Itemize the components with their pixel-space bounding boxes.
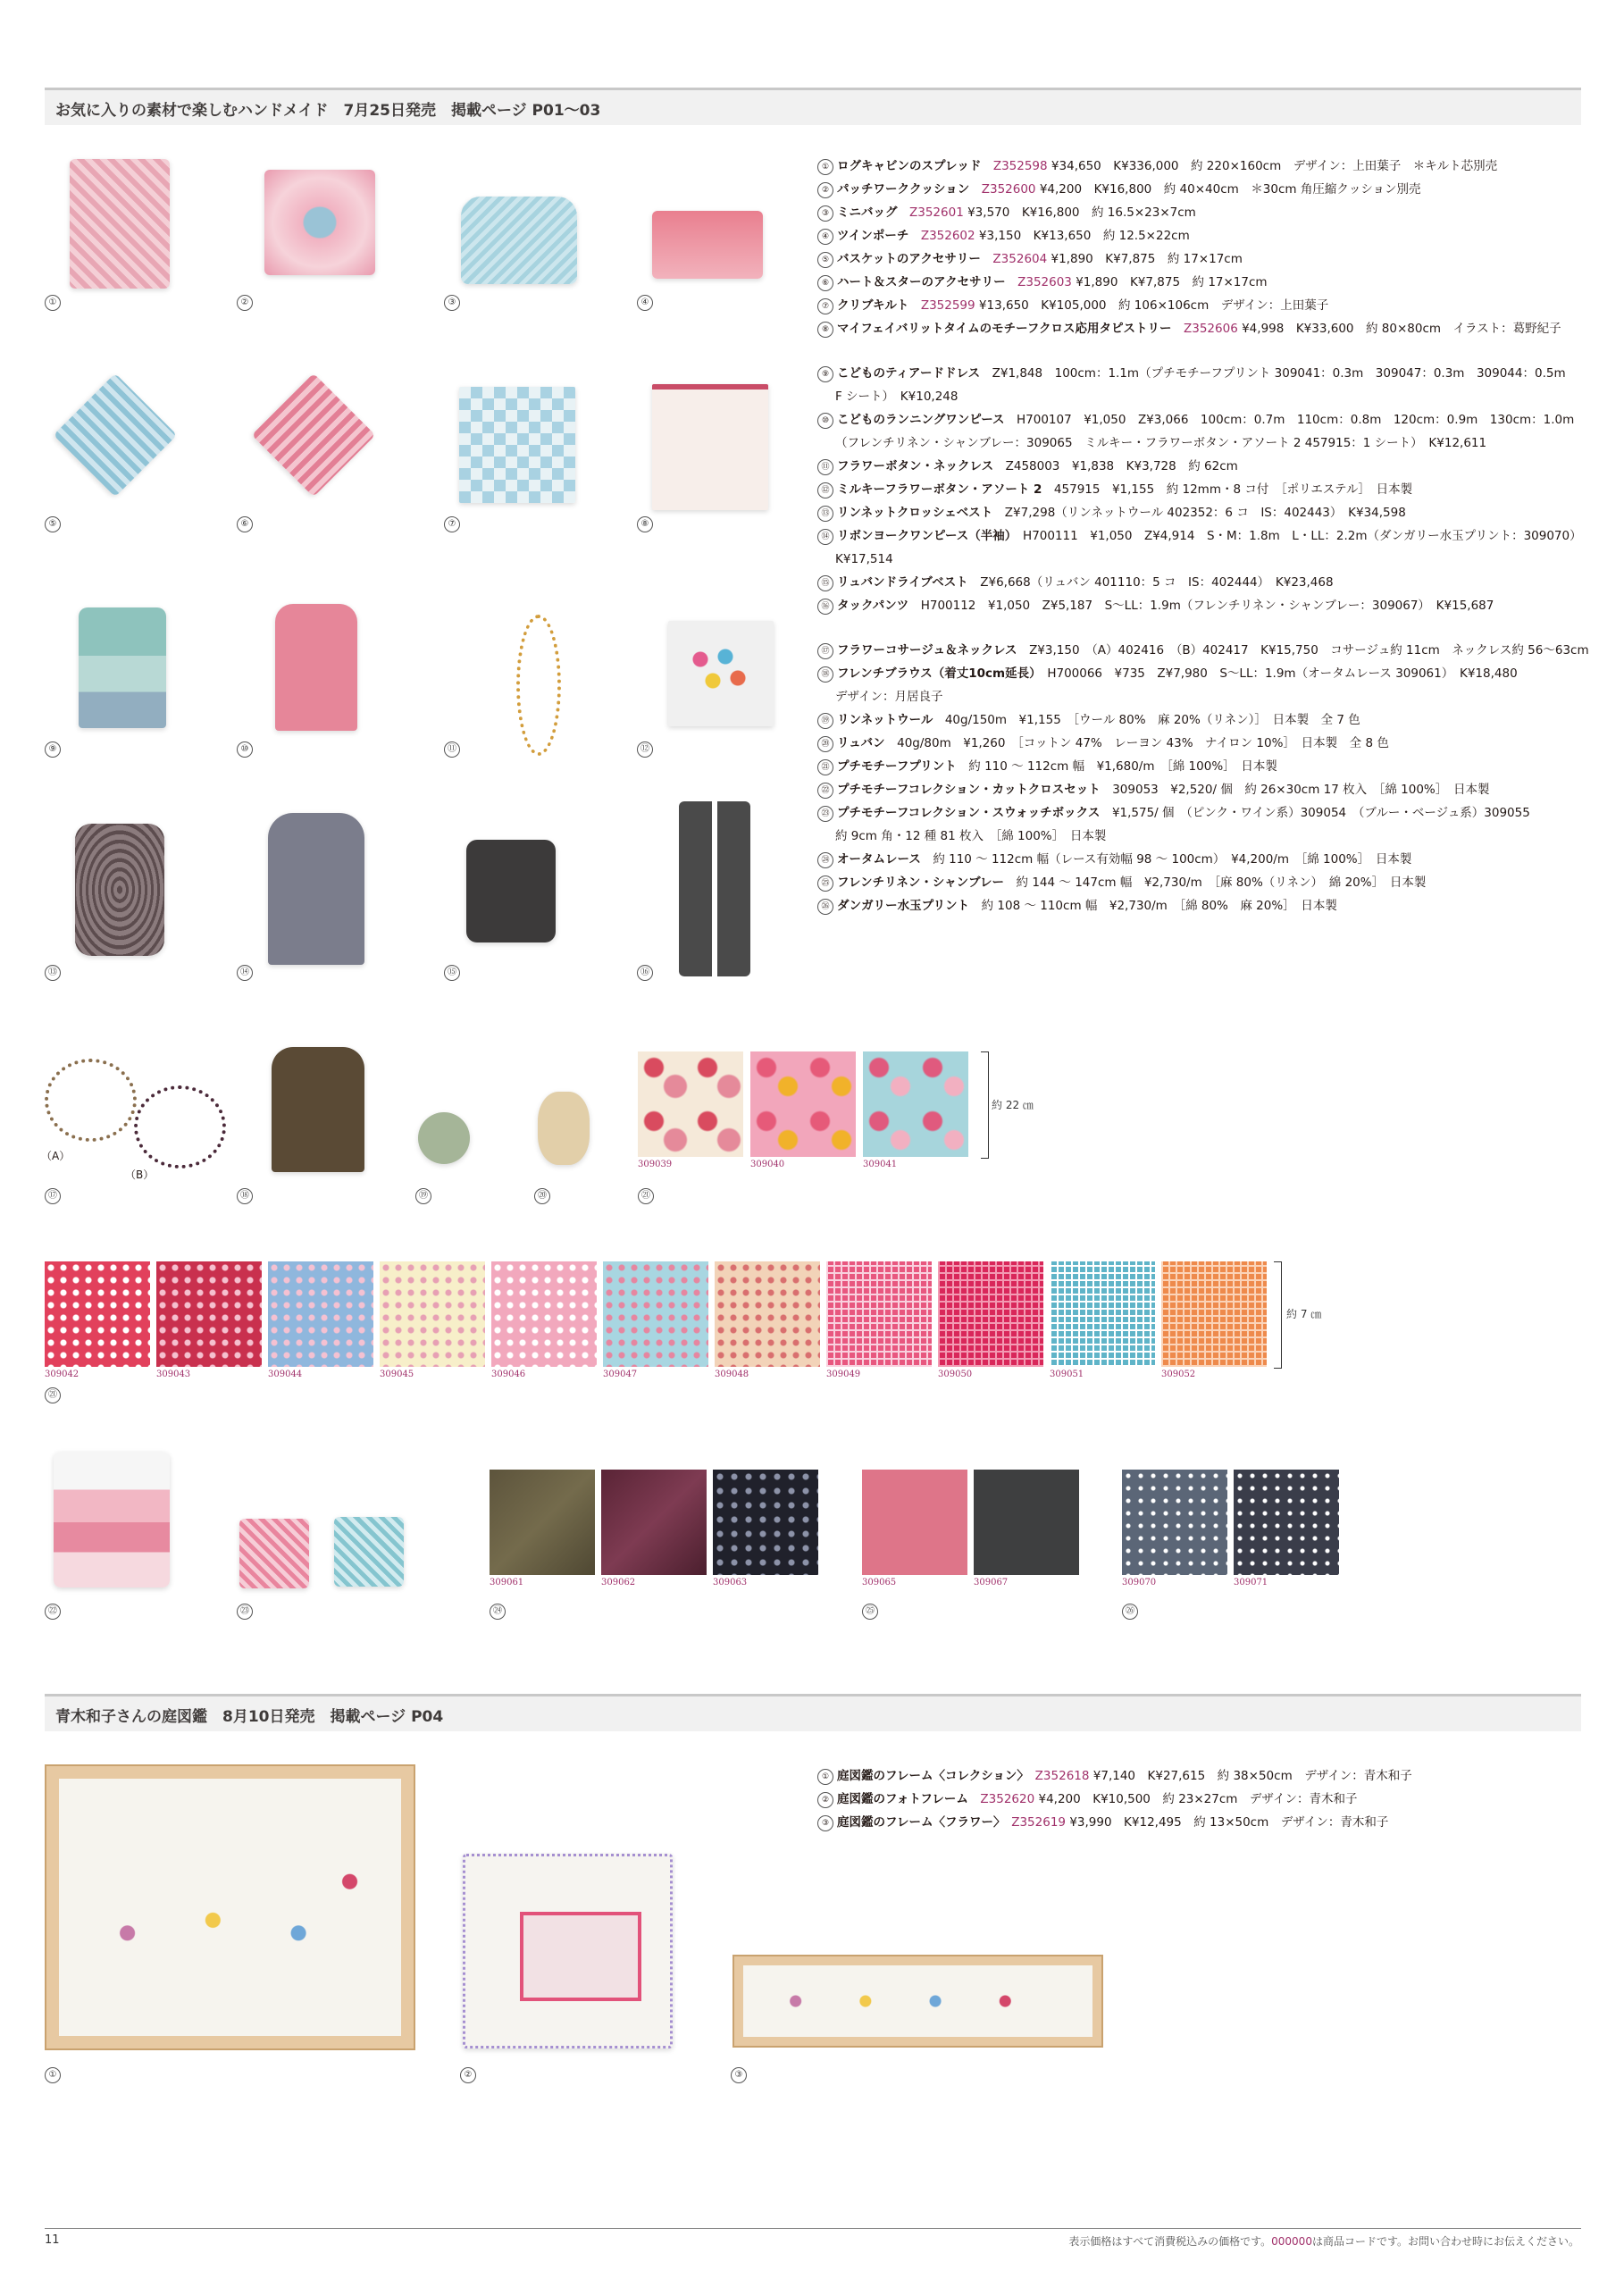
list-item: ① ログキャビンのスプレッド Z352598 ¥34,650 K¥336,000 約 220×160cm デザイン：上田葉子 ＊キルト芯別売 — [817, 155, 1561, 178]
list-item: ⑪ フラワーボタン・ネックレス Z458003 ¥1,838 K¥3,728 約 62cm — [817, 455, 1582, 478]
photo-number: ⑩ — [237, 741, 253, 758]
fabric-swatch — [862, 1470, 967, 1575]
photo-number: ② — [460, 2067, 476, 2083]
section-header-garden — [45, 1694, 1581, 1731]
swatch-code: 309071 — [1234, 1578, 1268, 1587]
swatch-code: 309043 — [156, 1370, 191, 1379]
fabric-swatch — [713, 1470, 818, 1575]
photo-number: ⑤ — [45, 516, 61, 532]
swatch-dimension-bracket — [981, 1051, 989, 1159]
list-item: ⑧ マイフェイバリットタイムのモチーフクロス応用タピストリー Z352606 ¥4,998 K¥33,600 約 80×80cm イラスト：葛野紀子 — [817, 317, 1561, 340]
section-header-handmade — [45, 88, 1581, 125]
list-item: ⑮ リュバンドライブベスト Z¥6,668（リュバン 401110：5 コ IS：402444） K¥23,468 — [817, 571, 1582, 594]
ribbon-drive-vest-photo — [466, 840, 556, 942]
footer-note: 表示価格はすべて消費税込みの価格です。000000は商品コードです。お問い合わせ時にお伝えください。 — [1068, 2235, 1579, 2248]
fabric-swatch — [938, 1261, 1043, 1367]
swatch-code: 309048 — [715, 1370, 749, 1379]
swatch-code: 309061 — [490, 1578, 524, 1587]
list-item: ② パッチワーククッション Z352600 ¥4,200 K¥16,800 約 40×40cm ＊30cm 角圧縮クッション別売 — [817, 178, 1561, 201]
photo-number: ㉓ — [237, 1604, 253, 1620]
ribbon-yoke-dress-photo — [268, 813, 364, 965]
photo-number: ⑭ — [237, 965, 253, 981]
corsage-necklace-b-photo — [134, 1085, 226, 1169]
swatch-box-pink-photo — [239, 1519, 309, 1588]
product-list-b — [817, 362, 1582, 617]
log-cabin-spread-photo — [70, 159, 170, 289]
swatch-code: 309044 — [268, 1370, 303, 1379]
swatch-code: 309067 — [974, 1578, 1009, 1587]
swatch-code: 309065 — [862, 1578, 897, 1587]
photo-number: ⑥ — [237, 516, 253, 532]
photo-number: ㉔ — [490, 1604, 506, 1620]
swatch-code: 309070 — [1122, 1578, 1157, 1587]
photo-number: ⑱ — [237, 1188, 253, 1204]
running-dress-photo — [275, 604, 357, 731]
photo-number: ⑰ — [45, 1188, 61, 1204]
photo-number: ⑦ — [444, 516, 460, 532]
list-item: ① 庭図鑑のフレーム〈コレクション〉 Z352618 ¥7,140 K¥27,615 約 38×50cm デザイン：青木和子 — [817, 1764, 1412, 1788]
photo-number: ⑬ — [45, 965, 61, 981]
product-list-c — [817, 639, 1589, 917]
photo-number: ③ — [731, 2067, 747, 2083]
patchwork-cushion-photo — [264, 170, 375, 275]
corsage-necklace-a-photo — [45, 1059, 137, 1142]
fabric-swatch — [974, 1470, 1079, 1575]
swatch-code: 309040 — [750, 1160, 785, 1169]
swatch-code: 309039 — [638, 1160, 673, 1169]
fabric-swatch — [490, 1470, 595, 1575]
fabric-swatch — [750, 1051, 856, 1157]
crib-quilt-photo — [459, 387, 575, 503]
list-item: ④ ツインポーチ Z352602 ¥3,150 K¥13,650 約 12.5×22cm — [817, 224, 1561, 247]
photo-number: ⑲ — [415, 1188, 431, 1204]
fabric-swatch — [1161, 1261, 1267, 1367]
swatch-code: 309062 — [601, 1578, 636, 1587]
list-item: ㉔ オータムレース 約 110 〜 112cm 幅（レース有効幅 98 〜 100cm） ¥4,200/m ［綿 100%］ 日本製 — [817, 848, 1589, 871]
footer-rule — [45, 2228, 1581, 2229]
list-item: ㉑ プチモチーフプリント 約 110 〜 112cm 幅 ¥1,680/m ［綿 100%］ 日本製 — [817, 755, 1589, 778]
list-item: ㉕ フレンチリネン・シャンブレー 約 144 〜 147cm 幅 ¥2,730/m ［麻 80%（リネン） 綿 20%］ 日本製 — [817, 871, 1589, 894]
photo-number: ⑨ — [45, 741, 61, 758]
linnet-wool-photo — [418, 1112, 470, 1164]
list-item: ⑭ リボンヨークワンピース（半袖） H700111 ¥1,050 Z¥4,914 S・M：1.8m L・LL：2.2m（ダンガリー水玉プリント：309070） — [817, 524, 1582, 548]
list-item-cont: デザイン：月居良子 — [835, 690, 943, 704]
fabric-swatch — [156, 1261, 262, 1367]
list-item: ② 庭図鑑のフォトフレーム Z352620 ¥4,200 K¥10,500 約 23×27cm デザイン：青木和子 — [817, 1788, 1412, 1811]
list-item: ⑲ リンネットウール 40g/150m ¥1,155 ［ウール 80% 麻 20%（リネン）］ 日本製 全 7 色 — [817, 708, 1589, 732]
mini-bag-photo — [461, 197, 577, 284]
french-blouse-photo — [272, 1047, 364, 1172]
list-item: ③ 庭図鑑のフレーム〈フラワー〉 Z352619 ¥3,990 K¥12,495 約 13×50cm デザイン：青木和子 — [817, 1811, 1412, 1834]
fabric-swatch — [715, 1261, 820, 1367]
photo-number: ㉖ — [1122, 1604, 1138, 1620]
tuck-pants-photo — [679, 801, 750, 976]
section-title: 青木和子さんの庭図鑑 8月10日発売 掲載ページ P04 — [55, 1708, 444, 1726]
photo-number: ⑫ — [637, 741, 653, 758]
flower-button-necklace-photo — [516, 615, 561, 756]
fabric-swatch — [491, 1261, 597, 1367]
list-item-cont: （フレンチリネン・シャンブレー：309065 ミルキー・フラワーボタン・アソート 2 457915：1 シート） K¥12,611 — [835, 436, 1487, 450]
swatch-code: 309050 — [938, 1370, 973, 1379]
list-item: ⑫ ミルキーフラワーボタン・アソート 2 457915 ¥1,155 約 12mm・8 コ付 ［ポリエステル］ 日本製 — [817, 478, 1582, 501]
flower-button-dots — [688, 643, 750, 697]
tapestry-photo — [652, 384, 768, 510]
list-item: ㉖ ダンガリー水玉プリント 約 108 〜 110cm 幅 ¥2,730/m ［綿 80% 麻 20%］ 日本製 — [817, 894, 1589, 917]
cut-cloth-set-photo — [54, 1452, 170, 1587]
list-item: ⑤ バスケットのアクセサリー Z352604 ¥1,890 K¥7,875 約 17×17cm — [817, 247, 1561, 271]
garden-product-list — [817, 1764, 1412, 1834]
crochet-vest-photo — [75, 824, 164, 956]
photo-frame-window — [520, 1912, 641, 2001]
list-item: ㉓ プチモチーフコレクション・スウォッチボックス ¥1,575/ 個 （ピンク・ワイン系）309054 （ブルー・ベージュ系）309055 — [817, 801, 1589, 825]
list-item: ⑱ フレンチブラウス（着丈10cm延長） H700066 ¥735 Z¥7,980 S〜LL：1.9m（オータムレース 309061） K¥18,480 — [817, 662, 1589, 685]
photo-number: ㉑ — [638, 1188, 654, 1204]
fabric-swatch — [1050, 1261, 1155, 1367]
swatch-dimension-label: 約 22 ㎝ — [992, 1099, 1034, 1111]
fabric-swatch — [638, 1051, 743, 1157]
fabric-swatch — [380, 1261, 485, 1367]
list-item-cont: K¥17,514 — [835, 552, 893, 566]
photo-number: ① — [45, 295, 61, 311]
necklace-label-a: （A） — [41, 1150, 71, 1162]
fabric-swatch — [826, 1261, 932, 1367]
ruban-yarn-photo — [538, 1092, 590, 1165]
list-item: ③ ミニバッグ Z352601 ¥3,570 K¥16,800 約 16.5×23×7cm — [817, 201, 1561, 224]
tiered-dress-photo — [79, 607, 166, 728]
list-item: ⑦ クリブキルト Z352599 ¥13,650 K¥105,000 約 106×106cm デザイン：上田葉子 — [817, 294, 1561, 317]
photo-number: ㉑ — [45, 1387, 61, 1403]
swatch-code: 309047 — [603, 1370, 638, 1379]
swatch-code: 309041 — [863, 1160, 898, 1169]
swatch-code: 309051 — [1050, 1370, 1084, 1379]
list-item: ⑨ こどものティアードドレス Z¥1,848 100cm：1.1m（プチモチーフプリント 309041：0.3m 309047：0.3m 309044：0.5m — [817, 362, 1582, 385]
swatch-box-blue-photo — [334, 1517, 404, 1587]
fabric-swatch — [863, 1051, 968, 1157]
fabric-swatch — [45, 1261, 150, 1367]
swatch-code: 309042 — [45, 1370, 80, 1379]
swatch-code: 309046 — [491, 1370, 526, 1379]
list-item-cont: F シート） K¥10,248 — [835, 390, 958, 404]
photo-number: ⑪ — [444, 741, 460, 758]
garden-frame-collection-photo — [45, 1764, 415, 2050]
photo-number: ⑯ — [637, 965, 653, 981]
swatch-dimension-label: 約 7 ㎝ — [1286, 1308, 1322, 1320]
necklace-label-b: （B） — [125, 1169, 155, 1181]
page-number: 11 — [45, 2233, 60, 2247]
photo-number: ⑮ — [444, 965, 460, 981]
photo-number: ④ — [637, 295, 653, 311]
fabric-swatch — [1122, 1470, 1227, 1575]
list-item: ⑰ フラワーコサージュ＆ネックレス Z¥3,150 （A）402416 （B）402417 K¥15,750 コサージュ約 11cm ネックレス約 56〜63cm — [817, 639, 1589, 662]
fabric-swatch — [268, 1261, 373, 1367]
section-title: お気に入りの素材で楽しむハンドメイド 7月25日発売 掲載ページ P01〜03 — [55, 102, 601, 120]
photo-number: ① — [45, 2067, 61, 2083]
swatch-code: 309049 — [826, 1370, 861, 1379]
fabric-swatch — [1234, 1470, 1339, 1575]
swatch-code: 309052 — [1161, 1370, 1196, 1379]
photo-number: ② — [237, 295, 253, 311]
photo-number: ⑳ — [534, 1188, 550, 1204]
list-item: ⑩ こどものランニングワンピース H700107 ¥1,050 Z¥3,066 100cm：0.7m 110cm：0.8m 120cm：0.9m 130cm：1.0m — [817, 408, 1582, 431]
list-item: ⑯ タックパンツ H700112 ¥1,050 Z¥5,187 S〜LL：1.9m（フレンチリネン・シャンブレー：309067） K¥15,687 — [817, 594, 1582, 617]
list-item-cont: 約 9cm 角・12 種 81 枚入 ［綿 100%］ 日本製 — [835, 829, 1107, 843]
garden-frame-flower-photo — [732, 1955, 1103, 2048]
photo-number: ③ — [444, 295, 460, 311]
basket-accessory-photo — [54, 373, 178, 498]
product-list-a — [817, 155, 1561, 340]
list-item: ⑳ リュバン 40g/80m ¥1,260 ［コットン 47% レーヨン 43% ナイロン 10%］ 日本製 全 8 色 — [817, 732, 1589, 755]
heart-star-accessory-photo — [252, 373, 376, 498]
swatch-code: 309045 — [380, 1370, 414, 1379]
list-item: ⑬ リンネットクロッシェベスト Z¥7,298（リンネットウール 402352：6 コ IS：402443） K¥34,598 — [817, 501, 1582, 524]
twin-pouch-photo — [652, 211, 763, 279]
photo-number: ㉕ — [862, 1604, 878, 1620]
fabric-swatch — [603, 1261, 708, 1367]
swatch-code: 309063 — [713, 1578, 748, 1587]
fabric-swatch — [601, 1470, 707, 1575]
photo-number: ⑧ — [637, 516, 653, 532]
list-item: ㉒ プチモチーフコレクション・カットクロスセット 309053 ¥2,520/ 個 約 26×30cm 17 枚入 ［綿 100%］ 日本製 — [817, 778, 1589, 801]
photo-number: ㉒ — [45, 1604, 61, 1620]
list-item: ⑥ ハート＆スターのアクセサリー Z352603 ¥1,890 K¥7,875 約 17×17cm — [817, 271, 1561, 294]
swatch-dimension-bracket — [1274, 1261, 1282, 1369]
